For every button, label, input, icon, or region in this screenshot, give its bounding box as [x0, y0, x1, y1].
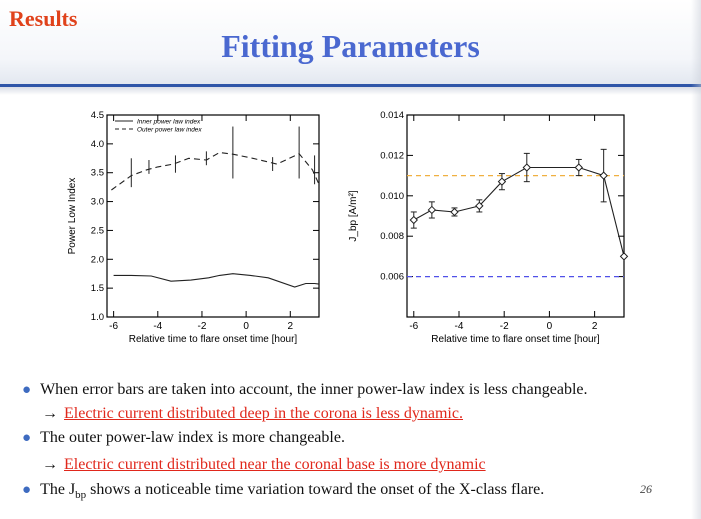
y-tick-label: 2.5	[90, 225, 104, 237]
y-tick-label: 0.014	[380, 110, 404, 121]
y-tick-label: 4.0	[90, 138, 104, 150]
data-point	[575, 164, 582, 171]
section-label: Results	[9, 6, 78, 31]
chart-power-law-index	[67, 110, 319, 345]
series-line	[114, 274, 319, 287]
bullet-dot-icon: ●	[22, 382, 32, 398]
data-point	[428, 206, 435, 213]
x-tick-label: 2	[287, 321, 294, 332]
bullet-item	[22, 381, 588, 399]
legend-label: Inner power law index	[137, 118, 201, 126]
bullet-subscript: bp	[75, 489, 87, 502]
bullet-item	[22, 429, 345, 447]
slide-title: Fitting Parameters	[221, 28, 480, 64]
slide-edge-shadow	[691, 0, 701, 519]
y-tick-label: 1.5	[90, 283, 104, 295]
slide-header	[0, 0, 701, 87]
y-tick-label: 0.008	[380, 231, 404, 243]
data-point	[621, 253, 628, 260]
bullet-dot-icon: ●	[22, 430, 32, 446]
y-tick-label: 0.010	[380, 190, 404, 202]
charts-area	[0, 95, 701, 365]
x-tick-label: 2	[591, 321, 598, 332]
chart-jbp	[348, 110, 628, 345]
bullet-subitem	[22, 456, 486, 474]
x-tick-label: -6	[409, 321, 419, 332]
bullet-text: When error bars are taken into account, the inner power-law index is less changeable.	[40, 381, 588, 398]
arrow-icon: →	[42, 405, 58, 422]
data-point	[451, 208, 458, 215]
header-divider	[0, 87, 701, 95]
highlight-text: Electric current distributed deep in the corona is less dynamic.	[64, 405, 463, 422]
y-tick-label: 0.012	[380, 150, 404, 162]
x-axis-label: Relative time to flare onset time [hour]	[431, 334, 600, 345]
y-axis-label: Power Low Index	[67, 177, 78, 255]
bullet-dot-icon: ●	[22, 482, 32, 498]
data-point	[600, 172, 607, 179]
x-tick-label: -2	[499, 321, 509, 332]
data-point	[523, 164, 530, 171]
y-tick-label: 1.0	[90, 312, 104, 323]
x-tick-label: -4	[454, 321, 464, 332]
x-tick-label: -6	[109, 321, 119, 332]
bullet-item	[22, 481, 544, 501]
arrow-icon: →	[42, 456, 58, 473]
y-axis-label: J_bp [A/m²]	[348, 190, 359, 242]
bullet-text-prefix: The J	[40, 481, 76, 498]
legend-label: Outer power law index	[137, 126, 202, 134]
y-tick-label: 0.006	[380, 271, 404, 283]
x-tick-label: 0	[546, 321, 553, 332]
plot-frame	[407, 115, 624, 317]
bullet-text: shows a noticeable time variation toward the onset of the X-class flare.	[86, 481, 545, 498]
y-tick-label: 2.0	[90, 254, 104, 266]
y-tick-label: 3.5	[90, 167, 104, 179]
y-tick-label: 3.0	[90, 196, 104, 208]
data-point	[410, 217, 417, 224]
y-tick-label: 4.5	[90, 110, 104, 121]
series-line	[414, 168, 624, 257]
page-number: 26	[640, 482, 652, 496]
series-line	[111, 153, 319, 191]
bullet-text: The outer power-law index is more changeable.	[40, 429, 345, 446]
x-tick-label: -2	[197, 321, 207, 332]
x-tick-label: 0	[243, 321, 249, 332]
x-tick-label: -4	[153, 321, 163, 332]
bullet-subitem	[22, 405, 463, 423]
highlight-text: Electric current distributed near the coronal base is more dynamic	[64, 456, 486, 473]
plot-frame	[107, 115, 319, 317]
x-axis-label: Relative time to flare onset time [hour]	[128, 334, 298, 345]
